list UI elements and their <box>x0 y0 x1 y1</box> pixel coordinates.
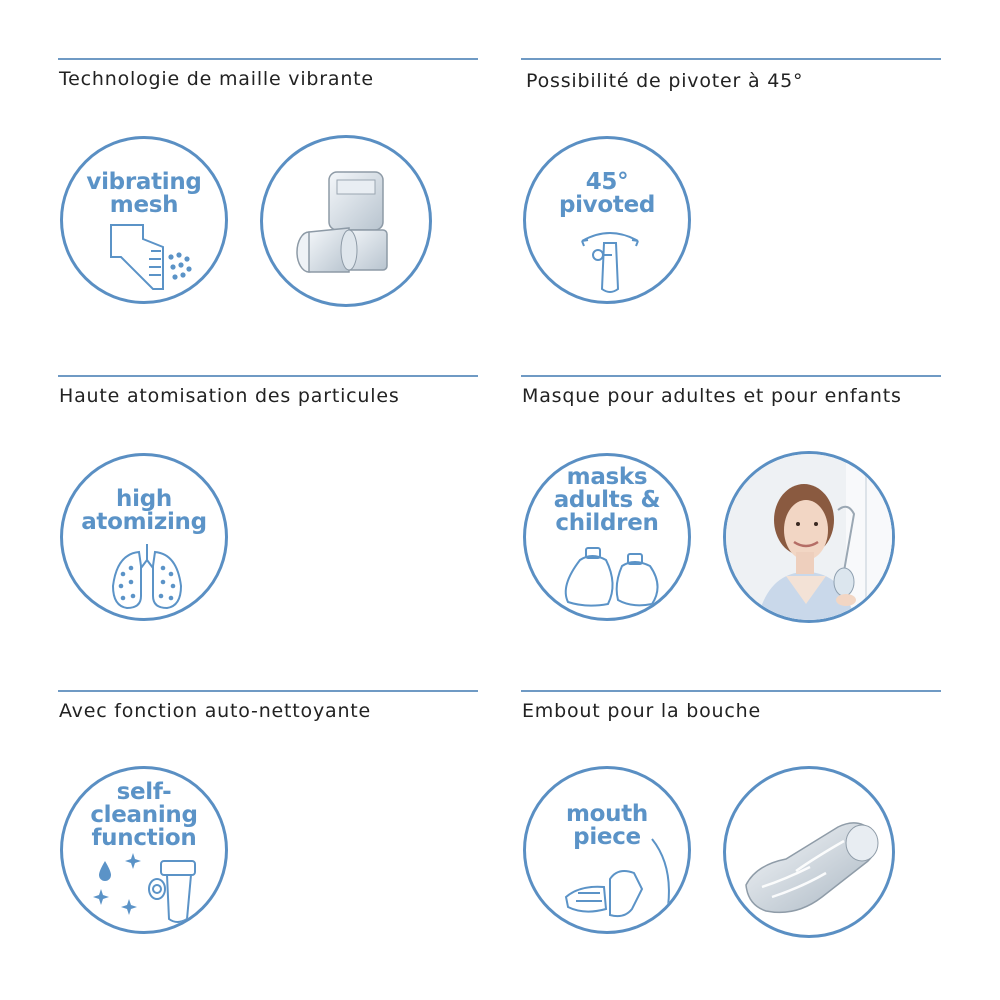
section-heading: Possibilité de pivoter à 45° <box>526 70 804 92</box>
section-divider <box>521 375 941 377</box>
feature-high-atomizing <box>58 375 478 635</box>
section-heading: Masque pour adultes et pour enfants <box>522 385 902 407</box>
high-atomizing-badge <box>60 453 228 621</box>
feature-vibrating-mesh <box>58 58 478 318</box>
section-divider <box>58 690 478 692</box>
woman-with-mask-photo <box>723 451 895 623</box>
section-divider <box>58 58 478 60</box>
feature-mouthpiece <box>521 690 941 970</box>
feature-masks <box>521 375 941 635</box>
masks-icon <box>526 456 691 621</box>
nebulizer-device-photo <box>260 135 432 307</box>
self-cleaning-icon <box>63 769 228 934</box>
section-heading: Embout pour la bouche <box>522 700 761 722</box>
lungs-icon <box>63 456 228 621</box>
badge-label: masks adults & children <box>553 464 661 536</box>
section-heading: Technologie de maille vibrante <box>59 68 374 90</box>
feature-self-cleaning <box>58 690 478 970</box>
section-divider <box>521 58 941 60</box>
badge-label: high atomizing <box>81 486 207 535</box>
pivot-rotation-icon <box>526 139 691 304</box>
mouthpiece-icon <box>526 769 691 934</box>
mouthpiece-photo <box>723 766 895 938</box>
badge-label: self- cleaning function <box>90 779 198 851</box>
vibrating-mesh-badge <box>60 136 228 304</box>
badge-label: mouth piece <box>565 801 648 850</box>
section-heading: Haute atomisation des particules <box>59 385 400 407</box>
badge-label: vibrating mesh <box>86 169 202 218</box>
self-cleaning-badge <box>60 766 228 934</box>
section-heading: Avec fonction auto-nettoyante <box>59 700 372 722</box>
masks-badge <box>523 453 691 621</box>
vibrating-mesh-icon <box>63 139 228 304</box>
section-divider <box>58 375 478 377</box>
mouthpiece-badge <box>523 766 691 934</box>
badge-label: 45° pivoted <box>558 169 656 218</box>
section-divider <box>521 690 941 692</box>
pivot-badge <box>523 136 691 304</box>
feature-pivot <box>521 58 941 318</box>
